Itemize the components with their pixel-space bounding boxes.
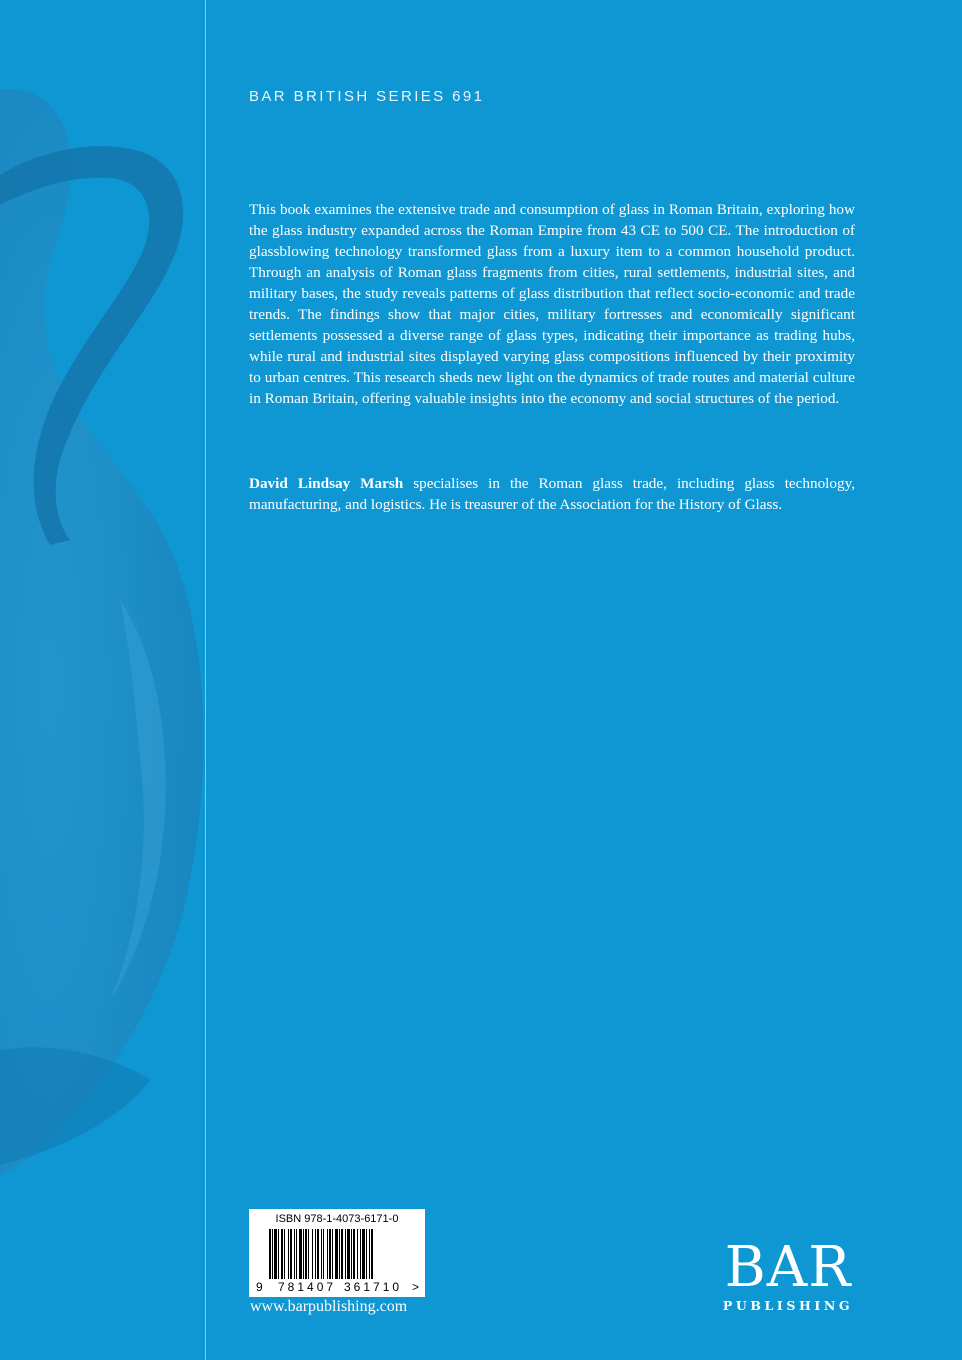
author-bio-text: specialises in the Roman glass trade, including glass technology, manufacturing, and logistics. He is treasurer of the Association for the History of Glass.	[249, 475, 855, 513]
series-label: BAR BRITISH SERIES 691	[249, 88, 485, 105]
barcode-group-1: 781407	[278, 1280, 337, 1294]
bar-publishing-logo	[718, 1235, 858, 1313]
author-name: David Lindsay Marsh	[249, 475, 404, 492]
logo-subtitle: PUBLISHING	[722, 1298, 854, 1313]
barcode-lead-digit: 9	[256, 1280, 263, 1294]
barcode-end-mark: >	[412, 1280, 420, 1294]
barcode-group-2: 361710	[344, 1280, 403, 1294]
glass-jug-illustration	[0, 0, 205, 1360]
spine-divider	[205, 0, 206, 1360]
book-description: This book examines the extensive trade and consumption of glass in Roman Britain, exploring how the glass industry expanded across the Roman Empire from 43 CE to 500 CE. The introduction of glassblowing technology transformed glass from a luxury item to a common household product. Through an analysis of Roman glass fragments from cities, rural settlements, industrial sites, and military bases, the study reveals patterns of glass distribution that reflect socio-economic and trade trends. The findings show that major cities, military fortresses and economically significant settlements possessed a diverse range of glass types, indicating their importance as trading hubs, while rural and industrial sites displayed varying glass compositions influenced by their proximity to urban centres. This research sheds new light on the dynamics of trade routes and material culture in Roman Britain, offering valuable insights into the economy and social structures of the period.	[249, 201, 855, 407]
author-bio	[249, 473, 855, 515]
isbn-number: ISBN 978-1-4073-6171-0	[275, 1213, 399, 1225]
logo-wordmark: BAR	[724, 1235, 852, 1300]
publisher-website[interactable]: www.barpublishing.com	[250, 1298, 408, 1315]
isbn-barcode	[249, 1209, 425, 1297]
